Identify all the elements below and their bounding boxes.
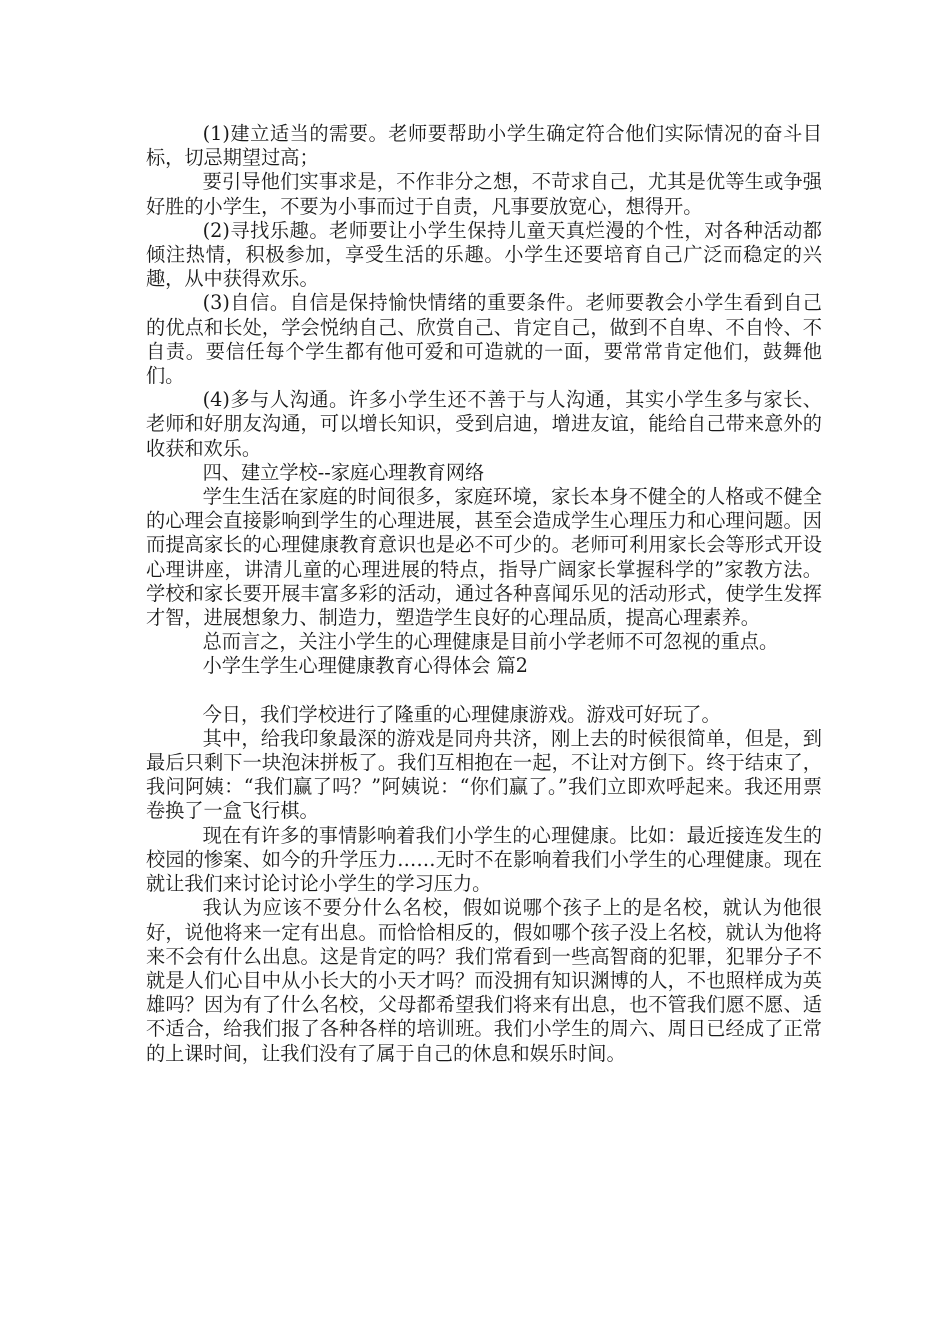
paragraph-game: 今日，我们学校进行了隆重的心理健康游戏。游戏可好玩了。 [202, 702, 721, 726]
paragraph-family: 学生生活在家庭的时间很多，家庭环境，家长本身不健全的人格或不健全的心理会直接影响到学生的心理进展，甚至会造成学生心理压力和心理问题。因而提高家长的心理健康教育意识也是必不可少的。老师可利用家长会等形式开设心理讲座，讲清儿童的心理进展的特点，指导广阔家长掌握科学的”家教方法。学校和家长要开展丰富多彩的活动，通过各种喜闻乐见的活动形式，使学生发挥才智，进展想象力、制造力，塑造学生良好的心理品质，提高心理素养。 [146, 485, 822, 630]
paragraph-summary: 总而言之，关注小学生的心理健康是目前小学老师不可忽视的重点。 [202, 630, 779, 654]
paragraph-fun: (2)寻找乐趣。老师要让小学生保持儿童天真烂漫的个性，对各种活动都倾注热情，积极参加，享受生活的乐趣。小学生还要培育自己广泛而稳定的兴趣，从中获得欢乐。 [146, 218, 822, 291]
paragraph-memory: 其中，给我印象最深的游戏是同舟共济，刚上去的时候很简单，但是，到最后只剩下一块泡沫拼板了。我们互相抱在一起，不让对方倒下。终于结束了，我问阿姨：“我们赢了吗？”阿姨说：“你们赢了。”我们立即欢呼起来。我还用票卷换了一盒飞行棋。 [146, 726, 822, 823]
document-body [146, 122, 822, 1066]
paragraph-communication: (4)多与人沟通。许多小学生还不善于与人沟通，其实小学生多与家长、老师和好朋友沟通，可以增长知识，受到启迪，增进友谊，能给自己带来意外的收获和欢乐。 [146, 388, 822, 460]
paragraph-need: (1)建立适当的需要。老师要帮助小学生确定符合他们实际情况的奋斗目标，切忌期望过高； [146, 122, 822, 170]
paragraph-guide: 要引导他们实事求是，不作非分之想，不苛求自己，尤其是优等生或争强好胜的小学生，不要为小事而过于自责，凡事要放宽心，想得开。 [146, 170, 822, 218]
paragraph-pressure: 现在有许多的事情影响着我们小学生的心理健康。比如：最近接连发生的校园的惨案、如今的升学压力……无时不在影响着我们小学生的心理健康。现在就让我们来讨论讨论小学生的学习压力。 [146, 823, 822, 896]
section-heading-four: 四、建立学校--家庭心理教育网络 [202, 460, 485, 484]
paragraph-confidence: (3)自信。自信是保持愉快情绪的重要条件。老师要教会小学生看到自己的优点和长处，学会悦纳自己、欣赏自己、肯定自己，做到不自卑、不自怜、不自责。要信任每个学生都有他可爱和可造就的一面，要常常肯定他们，鼓舞他们。 [146, 291, 822, 388]
paragraph-opinion: 我认为应该不要分什么名校，假如说哪个孩子上的是名校，就认为他很好，说他将来一定有出息。而恰恰相反的，假如哪个孩子没上名校，就认为他将来不会有什么出息。这是肯定的吗？我们常看到一些高智商的犯罪，犯罪分子不就是人们心目中从小长大的小天才吗？而没拥有知识渊博的人，不也照样成为英雄吗？因为有了什么名校，父母都希望我们将来有出息，也不管我们愿不愿、适不适合，给我们报了各种各样的培训班。我们小学生的周六、周日已经成了正常的上课时间，让我们没有了属于自己的休息和娱乐时间。 [146, 896, 822, 1065]
article-title-part2: 小学生学生心理健康教育心得体会 篇2 [202, 654, 528, 678]
